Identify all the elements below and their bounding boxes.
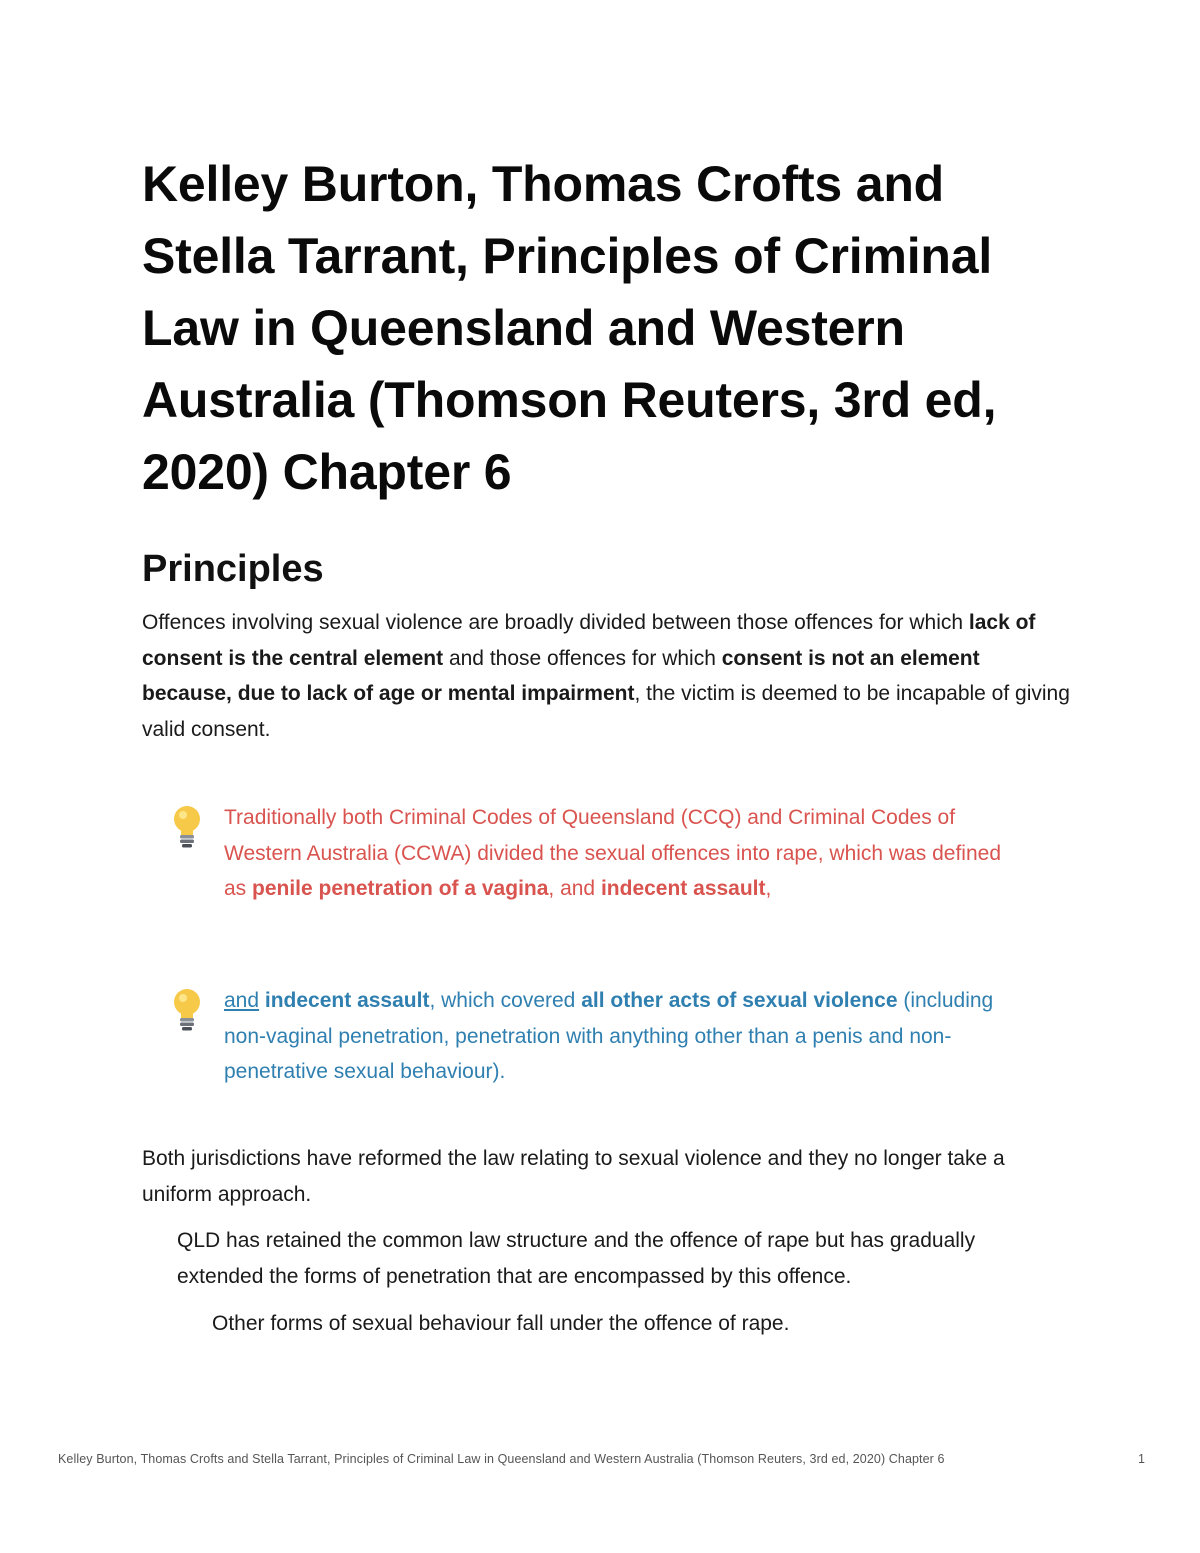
intro-text-2: and those offences for which bbox=[443, 646, 722, 670]
callout-text-traditional bbox=[224, 800, 1024, 907]
callout-2-underlined: and bbox=[224, 989, 260, 1012]
paragraph-other-forms: Other forms of sexual behaviour fall under the offence of rape. bbox=[212, 1312, 790, 1335]
intro-paragraph bbox=[142, 605, 1072, 747]
paragraph-qld: QLD has retained the common law structure and the offence of rape but has gradually extended the forms of penetration that are encompassed by this offence. bbox=[177, 1229, 976, 1288]
callout-2-bold-1: indecent assault bbox=[264, 989, 430, 1012]
callout-1-bold-2: indecent assault bbox=[600, 877, 766, 900]
callout-1-text-1: Traditionally both Criminal Codes of Queensland (CCQ) and Criminal Codes of Western Australia (CCWA) divided the sexual offences into rape, which was defined as bbox=[224, 806, 1001, 900]
intro-text-1: Offences involving sexual violence are broadly divided between those offences for which bbox=[142, 611, 969, 634]
lightbulb-icon bbox=[170, 804, 204, 850]
callout-1-bold-1: penile penetration of a vagina bbox=[252, 877, 549, 900]
page-footer: Kelley Burton, Thomas Crofts and Stella Tarrant, Principles of Criminal Law in Queensland and Western Australia (Thomson Reuters, 3rd ed, 2020) Chapter 6 bbox=[58, 1452, 945, 1466]
callout-1-text-3: , bbox=[765, 877, 772, 900]
page-number: 1 bbox=[1138, 1452, 1145, 1466]
callout-2-bold-2: all other acts of sexual violence bbox=[581, 989, 898, 1012]
lightbulb-icon bbox=[170, 987, 204, 1033]
callout-text-indecent-assault bbox=[224, 983, 1024, 1090]
callout-2-text-1: , which covered bbox=[429, 989, 582, 1012]
callout-1-text-2: , and bbox=[548, 877, 601, 900]
callout-2-text-2: (including non-vaginal penetration, penetration with anything other than a penis and non-penetrative sexual behaviour). bbox=[224, 989, 994, 1083]
intro-bold-1: lack of consent is the central element bbox=[142, 611, 1036, 670]
paragraph-both-jurisdictions: Both jurisdictions have reformed the law relating to sexual violence and they no longer take a uniform approach. bbox=[142, 1147, 1005, 1206]
intro-text-3: , the victim is deemed to be incapable of giving valid consent. bbox=[142, 682, 1070, 741]
section-heading: Principles bbox=[142, 548, 324, 590]
intro-bold-2: consent is not an element because, due to lack of age or mental impairment bbox=[142, 646, 980, 705]
page-title: Kelley Burton, Thomas Crofts and Stella Tarrant, Principles of Criminal Law in Queensland and Western Australia (Thomson Reuters, 3rd ed, 2020) Chapter 6 bbox=[142, 156, 997, 500]
